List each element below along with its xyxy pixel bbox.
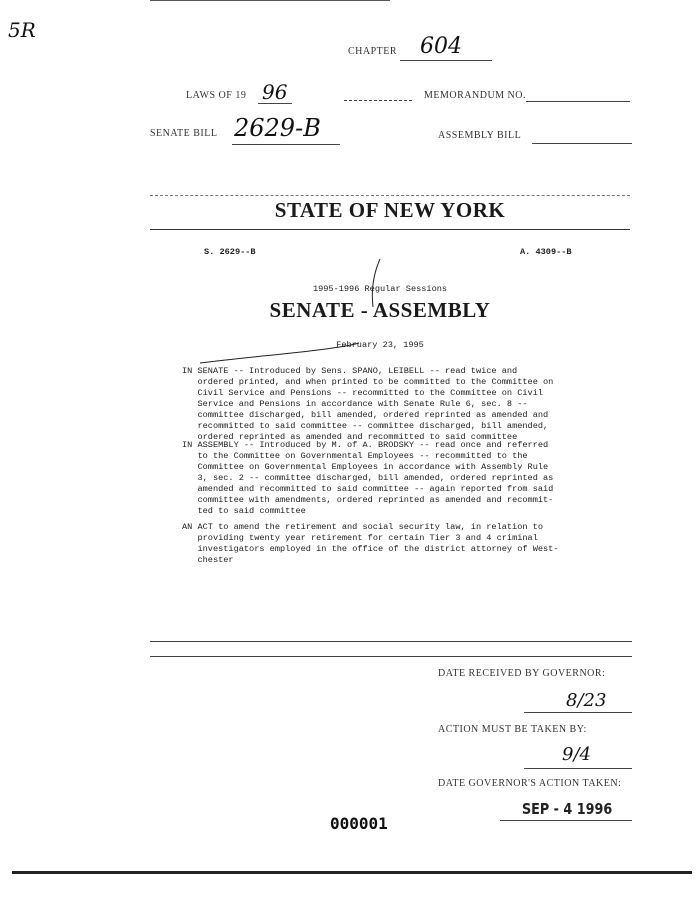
senate-bill-underline — [232, 144, 340, 145]
state-title-underline — [150, 229, 630, 230]
assembly-introduction-text: IN ASSEMBLY -- Introduced by M. of A. BRODSKY -- read once and referred to the Committee on Governmental Employees -- recommitted to the Committee on Governmental Employees in accordance with Assembly Rule 3, sec. 2 -- committee discharged, bill amended, ordered reprinted as amended and recommitted to said committee -- again reported from said committee with amendments, ordered reprinted as amended and recommit- ted to said committee — [182, 440, 554, 516]
page-number: 000001 — [330, 814, 388, 833]
senate-assembly-title: SENATE - ASSEMBLY — [269, 298, 491, 322]
lower-rule-2 — [150, 656, 632, 657]
assembly-bill-number: A. 4309--B — [520, 247, 572, 257]
bottom-scan-rule — [12, 871, 692, 874]
title-rule — [150, 195, 630, 196]
senate-bill-label: SENATE BILL — [150, 128, 218, 139]
laws-blank-line — [344, 100, 412, 101]
senate-bill-value: 2629-B — [234, 114, 321, 142]
action-taken-underline — [500, 820, 632, 821]
action-taken-label: DATE GOVERNOR'S ACTION TAKEN: — [438, 778, 622, 789]
corner-scribble: 5R — [8, 18, 36, 42]
act-description-text: AN ACT to amend the retirement and social security law, in relation to providing twenty year retirement for certain Tier 3 and 4 criminal investigators employed in the office of the district attorney of West- chester — [182, 522, 559, 565]
memorandum-label: MEMORANDUM NO. — [424, 90, 527, 101]
senate-bill-number: S. 2629--B — [204, 247, 256, 257]
top-rule — [150, 0, 390, 1]
date-received-underline — [524, 712, 632, 713]
chapter-label: CHAPTER — [348, 46, 398, 57]
laws-label: LAWS OF 19 — [186, 90, 247, 101]
state-title: STATE OF NEW YORK — [274, 198, 506, 222]
bill-date: February 23, 1995 — [336, 340, 424, 350]
assembly-bill-underline — [532, 143, 632, 144]
assembly-bill-label: ASSEMBLY BILL — [438, 130, 522, 141]
action-taken-stamp: SEP - 4 1996 — [522, 800, 613, 818]
date-received-label: DATE RECEIVED BY GOVERNOR: — [438, 668, 606, 679]
chapter-underline — [400, 60, 492, 61]
date-received-value: 8/23 — [566, 690, 607, 711]
sessions-line: 1995-1996 Regular Sessions — [312, 284, 448, 294]
senate-introduction-text: IN SENATE -- Introduced by Sens. SPANO, LEIBELL -- read twice and ordered printed, and when printed to be committed to the Committee on Civil Service and Pensions -- recommitted to the Committee on Civil Service and Pensions in accordance with Senate Rule 6, sec. 8 -- committee discharged, bill amended, ordered reprinted as amended and recommitted to said committee -- committee discharged, bill amended, ordered reprinted as amended and recommitted to said committee — [182, 366, 554, 442]
action-deadline-underline — [524, 768, 632, 769]
lower-rule-1 — [150, 641, 632, 642]
memorandum-underline — [526, 101, 630, 102]
action-deadline-label: ACTION MUST BE TAKEN BY: — [438, 724, 587, 735]
action-deadline-value: 9/4 — [562, 744, 591, 765]
laws-value: 96 — [262, 80, 288, 104]
chapter-value: 604 — [420, 34, 462, 59]
